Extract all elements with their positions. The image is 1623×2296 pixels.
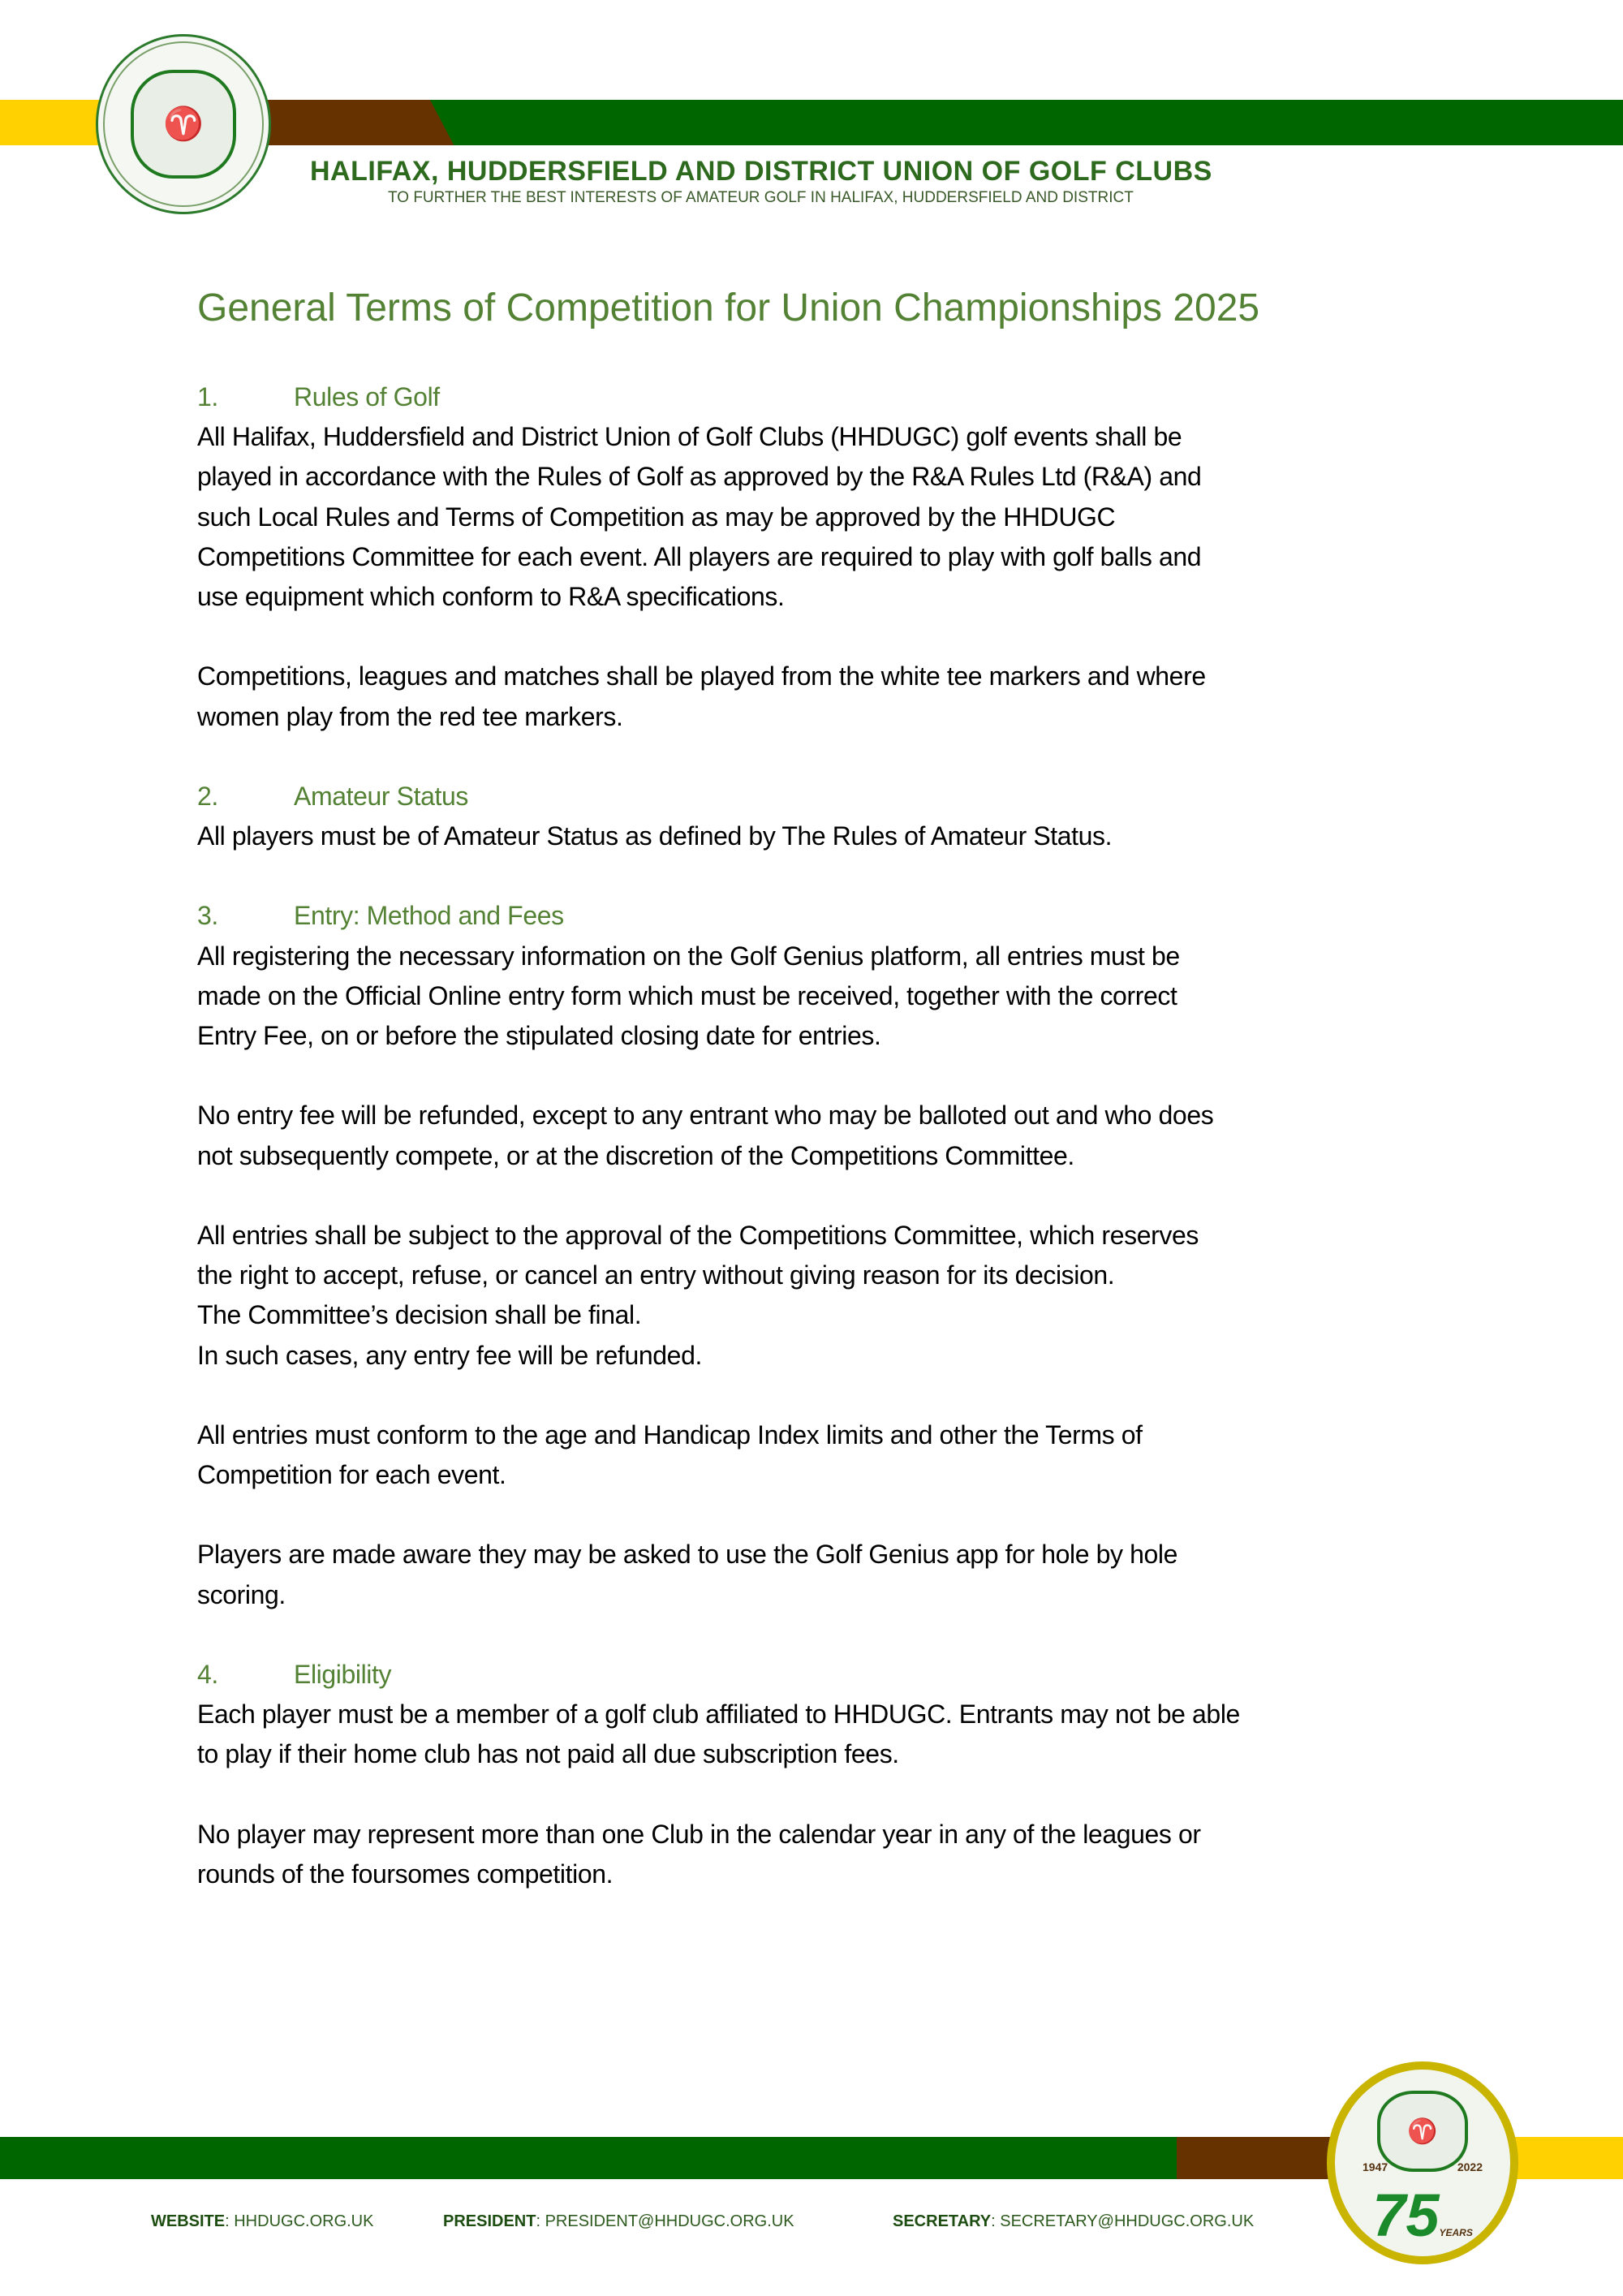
body-text-line: All Halifax, Huddersfield and District Union of Golf Clubs (HHDUGC) golf events shall be bbox=[197, 422, 1182, 452]
body-text-line: scoring. bbox=[197, 1579, 286, 1609]
section-heading bbox=[197, 377, 1463, 417]
footer-president bbox=[443, 2212, 794, 2231]
body-text-line: All players must be of Amateur Status as defined by The Rules of Amateur Status. bbox=[197, 821, 1113, 851]
body-text-line: Each player must be a member of a golf club affiliated to HHDUGC. Entrants may not be able bbox=[197, 1699, 1240, 1730]
anniversary-badge bbox=[1327, 2061, 1518, 2264]
blank-line bbox=[197, 1775, 1463, 1815]
section-title: Amateur Status bbox=[294, 781, 468, 811]
section-title: Rules of Golf bbox=[294, 382, 440, 411]
blank-line bbox=[197, 1056, 1463, 1096]
section-number: 3. bbox=[197, 901, 218, 931]
badge-year-end: 2022 bbox=[1457, 2160, 1483, 2173]
section-title: Eligibility bbox=[294, 1660, 392, 1689]
blank-line bbox=[197, 1376, 1463, 1415]
footer-band-green bbox=[0, 2137, 1201, 2179]
section-heading bbox=[197, 1655, 1463, 1695]
body-text-line: women play from the red tee markers. bbox=[197, 701, 623, 731]
footer-secretary bbox=[893, 2212, 1254, 2231]
org-tagline: TO FURTHER THE BEST INTERESTS OF AMATEUR GOLF IN HALIFAX, HUDDERSFIELD AND DISTRICT bbox=[388, 189, 1134, 206]
section-heading bbox=[197, 777, 1463, 816]
blank-line bbox=[197, 1495, 1463, 1535]
union-logo bbox=[96, 34, 271, 214]
president-label: PRESIDENT bbox=[443, 2212, 536, 2230]
body-text-line: to play if their home club has not paid all due subscription fees. bbox=[197, 1739, 899, 1769]
body-text-line: In such cases, any entry fee will be refunded. bbox=[197, 1340, 702, 1370]
body-text-line: Competition for each event. bbox=[197, 1460, 506, 1490]
body-text-line: All entries must conform to the age and Handicap Index limits and other the Terms of bbox=[197, 1419, 1143, 1450]
body-text-line: played in accordance with the Rules of Golf as approved by the R&A Rules Ltd (R&A) and bbox=[197, 462, 1202, 492]
body-text-line: No player may represent more than one Club in the calendar year in any of the leagues or bbox=[197, 1819, 1201, 1849]
body-text-line: Competitions Committee for each event. All players are required to play with golf balls and bbox=[197, 541, 1202, 571]
section-number: 2. bbox=[197, 781, 218, 811]
body-text-line: All registering the necessary information on the Golf Genius platform, all entries must be bbox=[197, 941, 1180, 971]
ram-head-icon: ♈ bbox=[1377, 2091, 1468, 2172]
blank-line bbox=[197, 1176, 1463, 1216]
header-band-green bbox=[430, 100, 1623, 145]
body-text-line: Entry Fee, on or before the stipulated closing date for entries. bbox=[197, 1021, 881, 1050]
section-heading bbox=[197, 896, 1463, 936]
section-number: 4. bbox=[197, 1660, 218, 1689]
secretary-email-link[interactable]: : SECRETARY@HHDUGC.ORG.UK bbox=[991, 2212, 1255, 2230]
body-text-line: use equipment which conform to R&A specifications. bbox=[197, 581, 785, 611]
section-number: 1. bbox=[197, 382, 218, 411]
secretary-label: SECRETARY bbox=[893, 2212, 992, 2230]
website-link[interactable]: : HHDUGC.ORG.UK bbox=[225, 2212, 374, 2230]
body-text-line: The Committee’s decision shall be final. bbox=[197, 1300, 642, 1330]
body-text-line: rounds of the foursomes competition. bbox=[197, 1859, 613, 1889]
body-text-line: the right to accept, refuse, or cancel an entry without giving reason for its decision. bbox=[197, 1260, 1115, 1290]
document-title: General Terms of Competition for Union Championships 2025 bbox=[197, 286, 1260, 330]
body-text-line: such Local Rules and Terms of Competition as may be approved by the HHDUGC bbox=[197, 502, 1116, 532]
body-text-line: All entries shall be subject to the approval of the Competitions Committee, which reserves bbox=[197, 1220, 1199, 1250]
president-email-link[interactable]: : PRESIDENT@HHDUGC.ORG.UK bbox=[536, 2212, 794, 2230]
badge-word: YEARS bbox=[1439, 2227, 1473, 2238]
section-title: Entry: Method and Fees bbox=[294, 901, 564, 931]
blank-line bbox=[197, 856, 1463, 896]
body-text-line: not subsequently compete, or at the discretion of the Competitions Committee. bbox=[197, 1140, 1074, 1170]
blank-line bbox=[197, 617, 1463, 657]
document-body bbox=[197, 377, 1463, 1894]
body-text-line: made on the Official Online entry form which must be received, together with the correct bbox=[197, 980, 1177, 1010]
footer-website bbox=[151, 2212, 373, 2231]
badge-number: 75 bbox=[1372, 2182, 1440, 2249]
blank-line bbox=[197, 737, 1463, 777]
logo-ring bbox=[103, 41, 264, 207]
blank-line bbox=[197, 1615, 1463, 1655]
body-text-line: No entry fee will be refunded, except to any entrant who may be balloted out and who does bbox=[197, 1101, 1214, 1131]
body-text-line: Competitions, leagues and matches shall be played from the white tee markers and where bbox=[197, 661, 1206, 691]
ram-head-icon: ♈ bbox=[131, 70, 236, 178]
badge-year-start: 1947 bbox=[1363, 2160, 1388, 2173]
org-name: HALIFAX, HUDDERSFIELD AND DISTRICT UNION OF GOLF CLUBS bbox=[310, 156, 1212, 187]
website-label: WEBSITE bbox=[151, 2212, 226, 2230]
body-text-line: Players are made aware they may be asked to use the Golf Genius app for hole by hole bbox=[197, 1540, 1177, 1570]
